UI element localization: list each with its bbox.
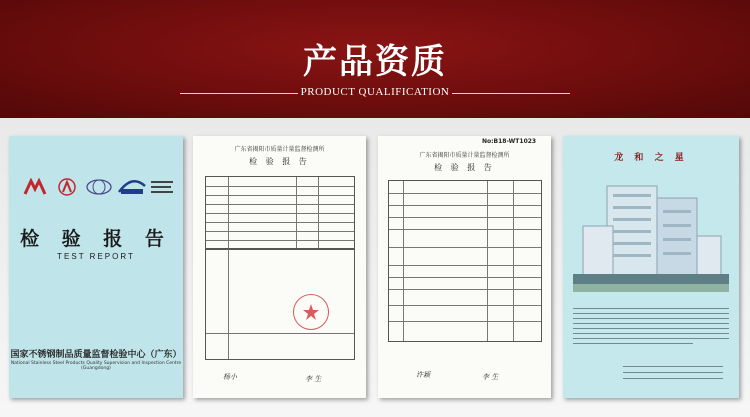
report-page-title: 检 验 报 告 xyxy=(249,157,310,166)
brochure-footer-line xyxy=(623,378,723,379)
brochure-text-line xyxy=(573,323,729,324)
report-serial-number: No:B18-WT1023 xyxy=(482,138,537,145)
building-sign: 龙 和 之 星 xyxy=(614,153,688,163)
report-page-header: 广东省揭阳市质量计量监督检测所 xyxy=(419,152,510,159)
brochure-text-line xyxy=(573,308,729,309)
company-building-card xyxy=(563,136,739,398)
brochure-text-line xyxy=(573,318,729,319)
report-organization: 国家不锈钢制品质量监督检验中心（广东） xyxy=(10,350,182,360)
ilac-mra-logo xyxy=(85,178,113,196)
report-table xyxy=(205,176,355,250)
brochure-text-line xyxy=(573,333,729,334)
signature-right: 李 生 xyxy=(482,373,499,381)
report-page-card-1 xyxy=(193,136,366,398)
page-title: 产品资质 xyxy=(303,42,447,82)
building-illustration xyxy=(563,166,739,296)
report-page-title: 检 验 报 告 xyxy=(434,163,495,172)
brochure-text-line xyxy=(573,343,693,344)
header-banner xyxy=(0,0,750,118)
signature-left: 许颖 xyxy=(416,371,430,379)
cal-logo xyxy=(55,178,79,196)
brochure-text-line xyxy=(573,338,729,339)
report-page-header: 广东省揭阳市质量计量监督检测所 xyxy=(234,146,325,153)
brochure-footer-line xyxy=(623,372,723,373)
report-organization-en: National Stainless Steel Products Quality Supervision and Inspection Centre (Guangdong) xyxy=(10,361,182,371)
report-results-table xyxy=(388,180,542,342)
cnas-text-block xyxy=(151,178,175,196)
divider-right xyxy=(452,93,570,94)
report-subtitle: TEST REPORT xyxy=(57,252,135,261)
official-seal-stamp xyxy=(293,294,329,330)
cnas-logo xyxy=(117,178,147,196)
report-cover-card xyxy=(9,136,183,398)
signature-right: 李 生 xyxy=(305,375,322,383)
brochure-text-line xyxy=(573,313,729,314)
brochure-footer-line xyxy=(623,366,723,367)
page-subtitle: PRODUCT QUALIFICATION xyxy=(300,86,450,98)
signature-left: 杨小 xyxy=(223,373,237,381)
report-page-card-2 xyxy=(378,136,551,398)
brochure-text-line xyxy=(573,328,729,329)
certification-logos xyxy=(15,178,177,198)
report-title: 检 验 报 告 xyxy=(20,228,172,250)
cma-logo xyxy=(23,178,51,196)
report-conclusion-box xyxy=(205,248,355,360)
